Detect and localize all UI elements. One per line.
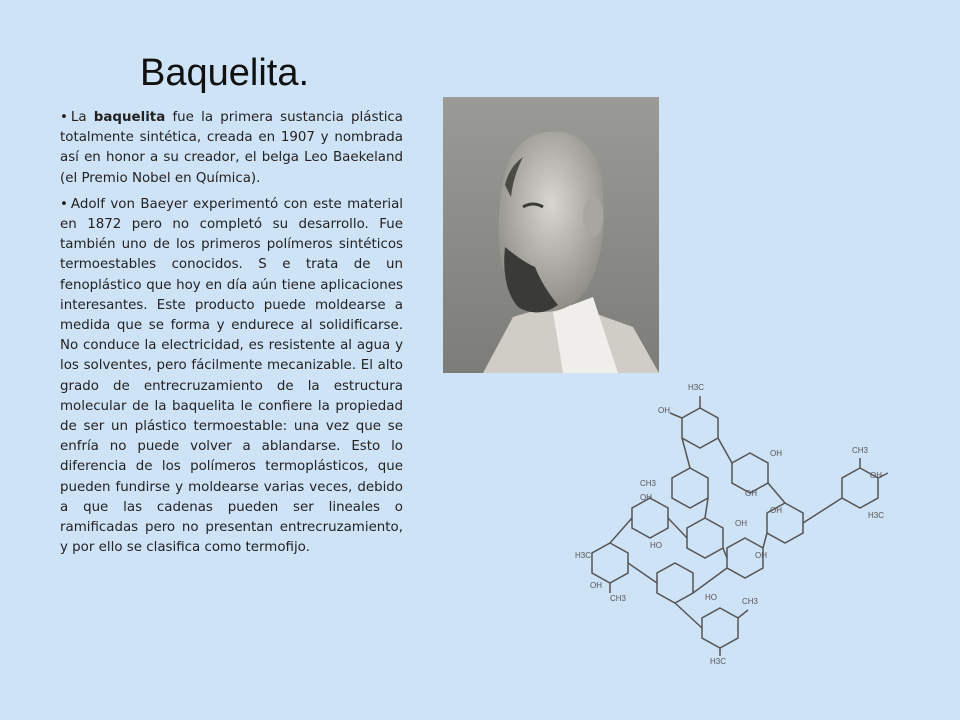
label-oh-top: OH (658, 406, 670, 415)
portrait-image (443, 97, 659, 373)
label-h3c-far-left: H3C (575, 551, 592, 560)
label-oh-left: OH (640, 493, 652, 502)
label-h3c-far-right: H3C (868, 511, 885, 520)
ring-bottom (702, 608, 738, 648)
bullet-list (60, 108, 403, 564)
bullet-icon: • (60, 196, 68, 212)
label-ch3-left: CH3 (640, 479, 657, 488)
ring-center (687, 518, 723, 558)
ring-lower-left (657, 563, 693, 603)
bakelite-structure-diagram (570, 378, 900, 668)
label-oh-far-right: OH (870, 471, 882, 480)
label-oh-right-mid: OH (770, 506, 782, 515)
ring-top (682, 408, 718, 448)
label-oh-upper-right: OH (770, 449, 782, 458)
ring-upper-right (732, 453, 768, 493)
ring-left (632, 498, 668, 538)
ring-far-left (592, 543, 628, 583)
label-ch3-far-right: CH3 (852, 446, 869, 455)
label-ch3-far-left: CH3 (610, 594, 627, 603)
label-ho-bottom: HO (705, 593, 717, 602)
bullet-paragraph-1 (60, 108, 403, 189)
label-oh-lower: OH (755, 551, 767, 560)
p1-bold-term: baquelita (93, 110, 166, 125)
slide-title: Baquelita. (140, 52, 310, 94)
label-ch3-bottom: CH3 (742, 597, 759, 606)
p2-text: Adolf von Baeyer experimentó con este material en 1872 pero no completó su desarrollo. Fue también uno de los primeros polímeros sintéticos termoestables conocidos. S e trata de un fenoplástico que hoy en día aún tiene aplicaciones interesantes. Este producto puede moldearse a medida que se forma y endurece al solidificarse. No conduce la electricidad, es resistente al agua y los solventes, pero fácilmente mecanizable. El alto grado de entrecruzamiento de la estructura molecular de la baquelita le confiere la propiedad de ser un plástico termoestable: una vez que se enfría no puede volver a ablandarse. Esto lo diferencia de los polímeros termoplásticos, que pueden fundirse y moldearse varias veces, debido a que las cadenas pueden ser lineales o ramificadas pero no presentan entrecruzamiento, y por ello se clasifica como termofijo. (60, 196, 403, 556)
p1-prefix: La (70, 110, 94, 125)
bullet-icon: • (60, 110, 68, 125)
label-oh-far-left: OH (590, 581, 602, 590)
label-ho-lower-left: HO (650, 541, 662, 550)
label-oh-center: OH (745, 489, 757, 498)
bullet-paragraph-2 (60, 195, 403, 559)
label-oh-center-lower: OH (735, 519, 747, 528)
label-h3c-bottom: H3C (710, 657, 727, 666)
p1-text: fue la primera sustancia plástica totalmente sintética, creada en 1907 y nombrada así en honor a su creador, el belga Leo Baekeland (el Premio Nobel en Química). (60, 110, 403, 186)
label-h3c-top: H3C (688, 383, 705, 392)
portrait-photo (443, 97, 659, 373)
ring-center-left (672, 468, 708, 508)
